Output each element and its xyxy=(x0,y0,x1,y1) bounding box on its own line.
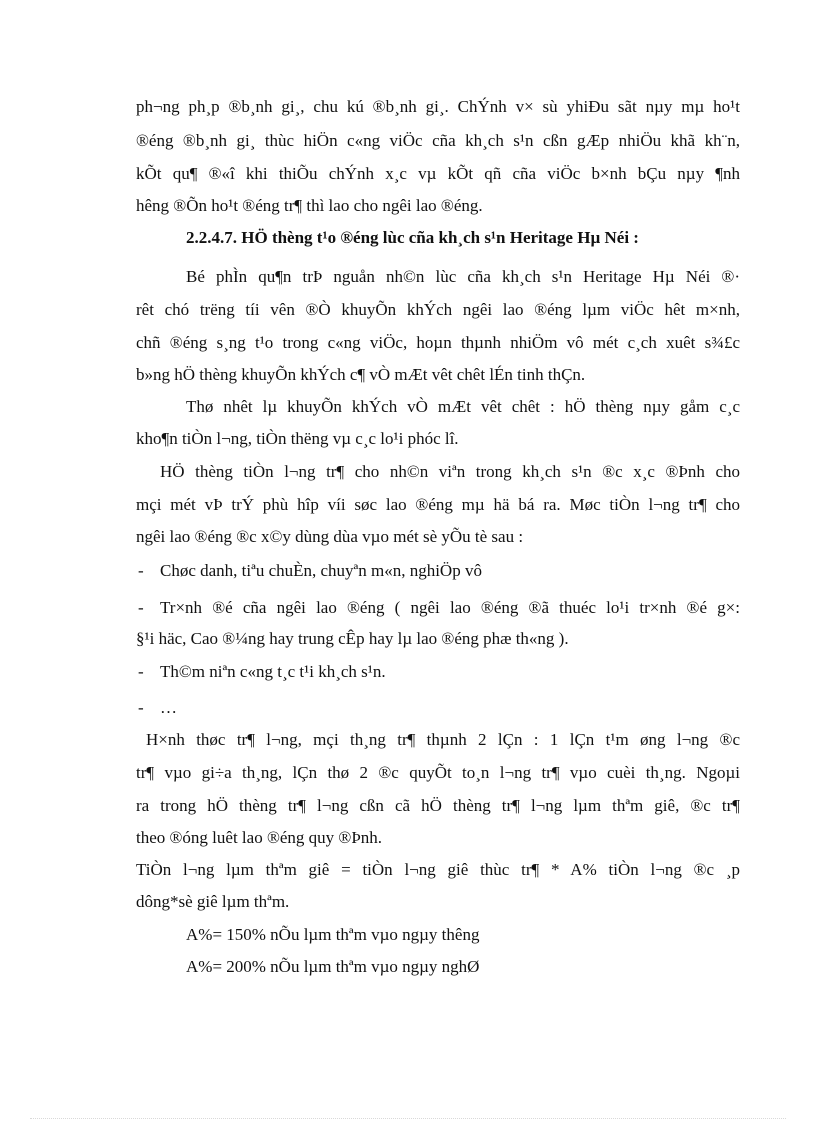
paragraph-line: rêt chó trëng tíi vên ®Ò khuyÕn khÝch ngêi lao ®éng lµm viÖc hêt m×nh, xyxy=(136,300,740,319)
paragraph-line: ra trong hÖ thèng tr¶ l¬ng cßn cã hÖ thèng tr¶ l¬ng lµm thªm giê, ®c tr¶ xyxy=(136,796,740,815)
section-heading: 2.2.4.7. HÖ thèng t¹o ®éng lùc cña kh¸ch s¹n Heritage Hµ Néi : xyxy=(186,228,639,247)
paragraph-line: H×nh thøc tr¶ l¬ng, mçi th¸ng tr¶ thµnh 2 lÇn : 1 lÇn t¹m øng l¬ng ®c xyxy=(146,730,740,749)
list-item-continuation: §¹i häc, Cao ®¼ng hay trung cÊp hay lµ lao ®éng phæ th«ng ). xyxy=(136,629,569,648)
list-item: … xyxy=(160,698,177,717)
paragraph-line: tr¶ vµo gi÷a th¸ng, lÇn thø 2 ®c quyÕt to¸n l¬ng tr¶ vµo cuèi th¸ng. Ngoµi xyxy=(136,763,740,782)
paragraph-line: b»ng hÖ thèng khuyÕn khÝch c¶ vÒ mÆt vêt chêt lÉn tinh thÇn. xyxy=(136,365,586,384)
list-item: Chøc danh, tiªu chuÈn, chuyªn m«n, nghiÖp vô xyxy=(160,561,482,580)
formula-line: TiÒn l¬ng lµm thªm giê = tiÒn l¬ng giê thùc tr¶ * A% tiÒn l¬ng ®c ¸p xyxy=(136,860,740,879)
formula-line: dông*sè giê lµm thªm. xyxy=(136,892,290,911)
paragraph-line: chñ ®éng s¸ng t¹o trong c«ng viÖc, hoµn thµnh nhiÖm vô mét c¸ch xuêt s¾£c xyxy=(136,333,740,352)
paragraph-line: kho¶n tiÒn l¬ng, tiÒn thëng vµ c¸c lo¹i phóc lî. xyxy=(136,429,459,448)
bullet-marker: - xyxy=(138,598,144,617)
paragraph-line: HÖ thèng tiÒn l¬ng tr¶ cho nh©n viªn trong kh¸ch s¹n ®c x¸c ®Þnh cho xyxy=(160,462,740,481)
paragraph-line: kÕt qu¶ ®«î khi thiÕu chÝnh x¸c vµ kÕt qñ cña viÖc b×nh bÇu nµy ¶nh xyxy=(136,164,740,183)
bullet-marker: - xyxy=(138,698,144,717)
paragraph-line: ngêi lao ®éng ®c x©y dùng dùa vµo mét sè yÕu tè sau : xyxy=(136,527,524,546)
list-item: Th©m niªn c«ng t¸c t¹i kh¸ch s¹n. xyxy=(160,662,386,681)
bullet-marker: - xyxy=(138,561,144,580)
bullet-marker: - xyxy=(138,662,144,681)
paragraph-line: mçi mét vÞ trÝ phù hîp víi søc lao ®éng mµ hä bá ra. Møc tiÒn l¬ng tr¶ cho xyxy=(136,495,740,514)
paragraph-line: theo ®óng luêt lao ®éng quy ®Þnh. xyxy=(136,828,383,847)
paragraph-line: ®éng ®b¸nh gi¸ thùc hiÖn c«ng viÖc cña kh¸ch s¹n cßn gÆp nhiÖu khã kh¨n, xyxy=(136,131,740,150)
rate-line: A%= 150% nÕu lµm thªm vµo ngµy thêng xyxy=(186,925,480,944)
paragraph-line: Bé phÌn qu¶n trÞ nguån nh©n lùc cña kh¸ch s¹n Heritage Hµ Néi ®· xyxy=(186,267,740,286)
paragraph-line: hêng ®Õn ho¹t ®éng tr¶ thì lao cho ngêi lao ®éng. xyxy=(136,196,483,215)
list-item: Tr×nh ®é cña ngêi lao ®éng ( ngêi lao ®éng ®ã thuéc lo¹i tr×nh ®é g×: xyxy=(160,598,740,617)
paragraph-line: Thø nhêt lµ khuyÕn khÝch vÒ mÆt vêt chêt : hÖ thèng nµy gåm c¸c xyxy=(186,397,740,416)
footer-rule xyxy=(30,1118,786,1119)
paragraph-line: ph¬ng ph¸p ®b¸nh gi¸, chu kú ®b¸nh gi¸. ChÝnh v× sù yhiÐu sãt nµy mµ ho¹t xyxy=(136,97,740,116)
rate-line: A%= 200% nÕu lµm thªm vµo ngµy nghØ xyxy=(186,957,480,976)
